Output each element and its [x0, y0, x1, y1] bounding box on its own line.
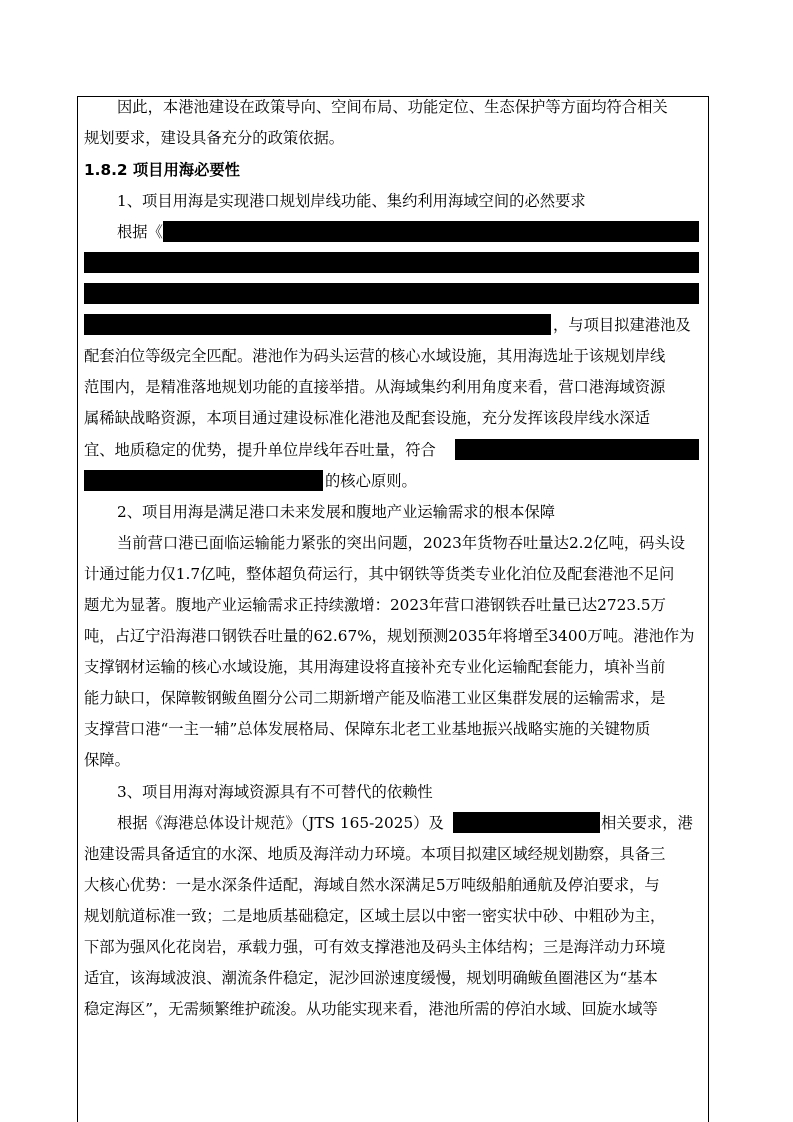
- redaction-bar: [84, 283, 699, 304]
- paragraph-line: 吨，占辽宁沿海港口钢铁吞吐量的62.67%，规划预测2035年将增至3400万吨。港池作为: [84, 627, 695, 645]
- paragraph-line: 根据《: [117, 223, 163, 241]
- paragraph-line: 因此，本港池建设在政策导向、空间布局、功能定位、生态保护等方面均符合相关: [117, 98, 668, 116]
- redaction-bar: [84, 314, 551, 335]
- paragraph-line: 池建设需具备适宜的水深、地质及海洋动力环境。本项目拟建区域经规划勘察，具备三: [84, 845, 666, 863]
- paragraph-line: 保障。: [84, 751, 130, 769]
- paragraph-line: 计通过能力仅1.7亿吨，整体超负荷运行，其中钢铁等货类专业化泊位及配套港池不足问: [84, 565, 675, 583]
- paragraph-line: 的核心原则。: [325, 472, 417, 490]
- paragraph-line: 属稀缺战略资源，本项目通过建设标准化港池及配套设施，充分发挥该段岸线水深适: [84, 409, 650, 427]
- paragraph-line: 宜、地质稳定的优势，提升单位岸线年吞吐量，符合: [84, 441, 436, 459]
- paragraph-line: 适宜，该海域波浪、潮流条件稳定，泥沙回淤速度缓慢，规划明确鲅鱼圈港区为“基本: [84, 969, 658, 987]
- subheading: 3、项目用海对海域资源具有不可替代的依赖性: [117, 783, 433, 801]
- paragraph-line: ，与项目拟建港池及: [553, 316, 691, 334]
- redaction-bar: [455, 439, 699, 460]
- paragraph-line: 配套泊位等级完全匹配。港池作为码头运营的核心水域设施，其用海选址于该规划岸线: [84, 347, 666, 365]
- section-heading: 1.8.2 项目用海必要性: [84, 161, 240, 179]
- paragraph-line: 当前营口港已面临运输能力紧张的突出问题，2023年货物吞吐量达2.2亿吨，码头设: [117, 534, 686, 552]
- redaction-bar: [453, 812, 600, 833]
- paragraph-line: 根据《海港总体设计规范》（JTS 165-2025）及: [117, 814, 444, 832]
- paragraph-line: 稳定海区”，无需频繁维护疏浚。从功能实现来看，港池所需的停泊水域、回旋水域等: [84, 1000, 658, 1018]
- subheading: 2、项目用海是满足港口未来发展和腹地产业运输需求的根本保障: [117, 503, 556, 521]
- paragraph-line: 相关要求，港: [601, 814, 693, 832]
- paragraph-line: 大核心优势：一是水深条件适配，海域自然水深满足5万吨级船舶通航及停泊要求，与: [84, 876, 660, 894]
- subheading: 1、项目用海是实现港口规划岸线功能、集约利用海域空间的必然要求: [117, 192, 586, 210]
- paragraph-line: 支撑营口港“一主一辅”总体发展格局、保障东北老工业基地振兴战略实施的关键物质: [84, 720, 651, 738]
- paragraph-line: 题尤为显著。腹地产业运输需求正持续激增：2023年营口港钢铁吞吐量已达2723.5万: [84, 596, 666, 614]
- paragraph-line: 能力缺口，保障鞍钢鲅鱼圈分公司二期新增产能及临港工业区集群发展的运输需求，是: [84, 689, 666, 707]
- paragraph-line: 范围内，是精准落地规划功能的直接举措。从海域集约利用角度来看，营口港海域资源: [84, 378, 666, 396]
- redaction-bar: [84, 252, 699, 273]
- redaction-bar: [163, 221, 699, 242]
- paragraph-line: 支撑钢材运输的核心水域设施，其用海建设将直接补充专业化运输配套能力，填补当前: [84, 658, 666, 676]
- paragraph-line: 规划航道标准一致；二是地质基础稳定，区域土层以中密一密实状中砂、中粗砂为主，: [84, 907, 666, 925]
- redaction-bar: [84, 470, 323, 491]
- paragraph-line: 下部为强风化花岗岩，承载力强，可有效支撑港池及码头主体结构；三是海洋动力环境: [84, 938, 666, 956]
- paragraph-line: 规划要求，建设具备充分的政策依据。: [84, 129, 345, 147]
